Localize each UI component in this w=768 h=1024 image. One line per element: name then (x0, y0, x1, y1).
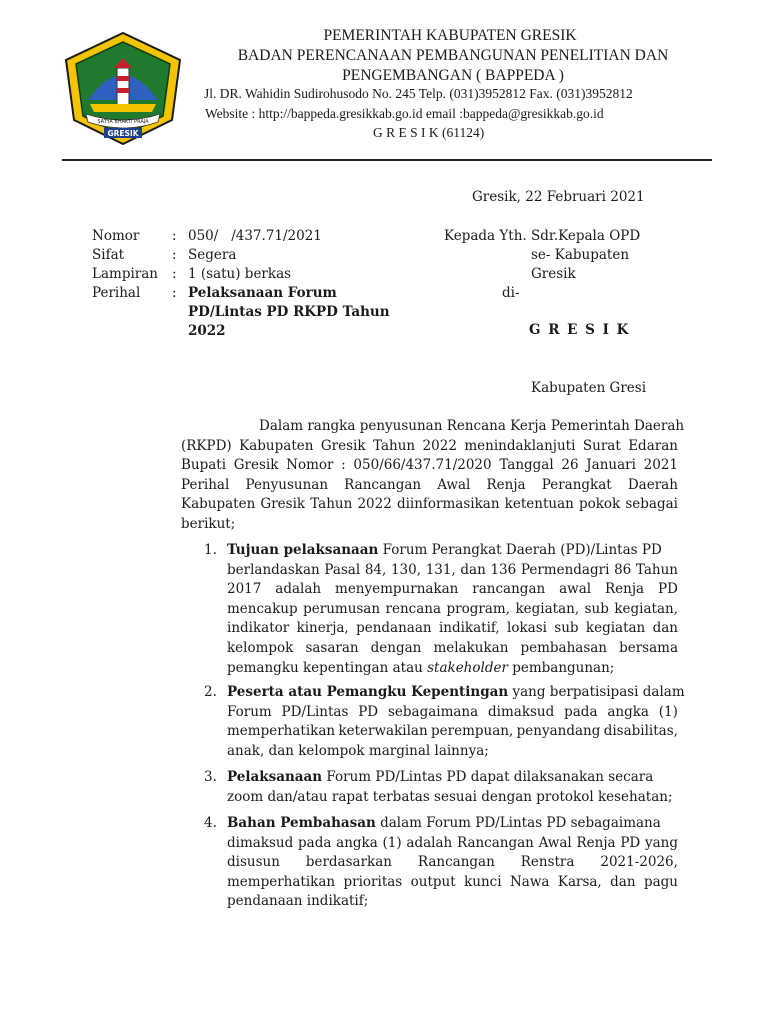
intro-line: Bupati Gresik Nomor : 050/66/437.71/2020 Tanggal 26 Januari 2021 (181, 457, 678, 474)
nomor-colon: : (172, 228, 177, 244)
item-line: zoom dan/atau rapat terbatas sesuai dengan protokol kesehatan; (227, 788, 673, 805)
sifat-value: Segera (188, 247, 237, 263)
letterhead-website: Website : http://bappeda.gresikkab.go.id email :bappeda@gresikkab.go.id (205, 106, 604, 121)
item-4 (204, 814, 678, 912)
recipient-place: G R E S I K (529, 322, 630, 338)
perihal-value-line-1: Pelaksanaan Forum (188, 285, 337, 301)
item-line: disusun berdasarkan Rancangan Renstra 2021-2026, (227, 854, 678, 871)
item-line: Peserta atau Pemangku Kepentingan yang berpatisipasi dalam (227, 684, 685, 700)
letterhead-address: Jl. DR. Wahidin Sudirohusodo No. 245 Telp. (031)3952812 Fax. (031)3952812 (204, 86, 633, 101)
intro-line: berikut; (181, 515, 236, 532)
item-line: pemangku kepentingan atau stakeholder pembangunan; (227, 659, 615, 676)
item-line: kelompok sasaran dengan melakukan pembahasan bersama (227, 639, 678, 656)
letter-date: Gresik, 22 Februari 2021 (472, 189, 645, 205)
item-line: indikator kinerja, pendanaan indikatif, lokasi sub kegiatan dan (227, 620, 678, 637)
item-line: Pelaksanaan Forum PD/Lintas PD dapat dilaksanakan secara (227, 769, 654, 785)
perihal-value-line-3: 2022 (188, 323, 226, 339)
lampiran-value: 1 (satu) berkas (188, 266, 292, 282)
recipient-line-3: Gresik (531, 266, 576, 282)
nomor-label: Nomor (92, 228, 140, 244)
intro-line: Perihal Penyusunan Rancangan Awal Renja Perangkat Daerah (181, 476, 678, 493)
item-line: Bahan Pembahasan dalam Forum PD/Lintas PD sebagaimana (227, 815, 661, 831)
item-line: memperhatikan keterwakilan perempuan, penyandang disabilitas, (227, 723, 678, 740)
perihal-value-line-2: PD/Lintas PD RKPD Tahun (188, 304, 390, 320)
recipient-line-1: Kepada Yth. Sdr.Kepala OPD (444, 228, 641, 244)
item-number: 1. (204, 542, 217, 558)
item-line: Forum PD/Lintas PD sebagaimana dimaksud pada angka (1) (227, 703, 678, 720)
lampiran-colon: : (172, 266, 177, 282)
svg-text:SATYA BHAKTI PRAJA: SATYA BHAKTI PRAJA (97, 119, 149, 125)
letterhead-line-3: PENGEMBANGAN ( BAPPEDA ) (342, 67, 564, 84)
intro-line: (RKPD) Kabupaten Gresik Tahun 2022 menindaklanjuti Surat Edaran (181, 437, 678, 454)
item-1 (204, 541, 678, 678)
item-line: Tujuan pelaksanaan Forum Perangkat Daerah (PD)/Lintas PD (227, 542, 662, 558)
item-line: pendanaan indikatif; (227, 893, 369, 910)
intro-paragraph (181, 417, 685, 535)
letterhead-city: G R E S I K (61124) (373, 125, 485, 140)
item-number: 3. (204, 769, 217, 785)
item-line: dimaksud pada angka (1) adalah Rancangan Awal Renja PD yang (227, 834, 678, 851)
item-line: berlandaskan Pasal 84, 130, 131, dan 136 Permendagri 86 Tahun (227, 561, 678, 578)
letterhead-line-2: BADAN PERENCANAAN PEMBANGUNAN PENELITIAN DAN (237, 47, 669, 64)
item-2 (204, 683, 685, 761)
svg-text:GRESIK: GRESIK (107, 129, 139, 138)
item-3 (204, 768, 678, 807)
letterhead-divider (62, 159, 712, 161)
sifat-label: Sifat (92, 247, 125, 263)
recipient-kabupaten: Kabupaten Gresi (531, 380, 647, 396)
item-line: anak, dan kelompok marginal lainnya; (227, 742, 489, 759)
item-line: 2017 adalah menyempurnakan rancangan awal Renja PD (227, 581, 678, 598)
item-line: mencakup perumusan rencana program, kegiatan, sub kegiatan, (227, 600, 678, 617)
intro-line: Kabupaten Gresik Tahun 2022 diinformasikan ketentuan pokok sebagai (181, 496, 678, 513)
recipient-line-2: se- Kabupaten (531, 247, 630, 263)
letterhead-line-1: PEMERINTAH KABUPATEN GRESIK (323, 27, 577, 44)
sifat-colon: : (172, 247, 177, 263)
item-number: 2. (204, 684, 217, 700)
nomor-value: 050/ /437.71/2021 (188, 228, 322, 244)
lampiran-label: Lampiran (92, 266, 158, 282)
item-number: 4. (204, 815, 217, 831)
perihal-colon: : (172, 285, 177, 301)
item-line: memperhatikan prioritas output kunci Nawa Karsa, dan pagu (227, 873, 678, 890)
perihal-label: Perihal (92, 285, 141, 301)
intro-line: Dalam rangka penyusunan Rencana Kerja Pemerintah Daerah (259, 418, 685, 434)
recipient-di: di- (502, 285, 520, 301)
